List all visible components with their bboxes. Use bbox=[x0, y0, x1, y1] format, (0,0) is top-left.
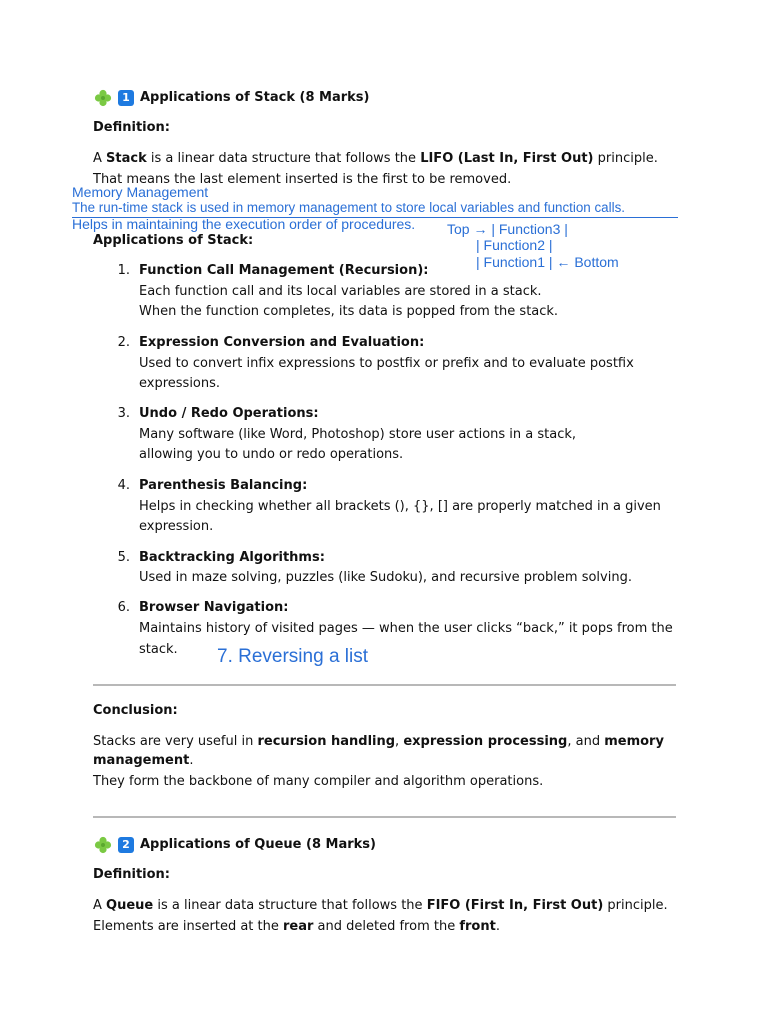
definition-label: Definition: bbox=[93, 120, 171, 135]
queue-definition-line-1: A Queue is a linear data structure that follows the FIFO (First In, First Out) principle. bbox=[93, 898, 668, 913]
handwritten-line-1: The run-time stack is used in memory management to store local variables and function calls. bbox=[72, 200, 625, 215]
queue-definition-line-2: Elements are inserted at the rear and deleted from the front. bbox=[93, 919, 500, 934]
section-title: Applications of Queue (8 Marks) bbox=[140, 837, 376, 852]
stack-diagram-middle: | Function2 | bbox=[476, 237, 553, 253]
divider bbox=[93, 816, 676, 818]
section-title: Applications of Stack (8 Marks) bbox=[140, 90, 370, 105]
number-badge: 2 bbox=[118, 837, 134, 853]
stack-diagram-bottom: | Function1 | ← Bottom bbox=[476, 254, 619, 270]
conclusion-line-2: management. bbox=[93, 753, 194, 768]
number-badge: 1 bbox=[118, 90, 134, 106]
stack-diagram-top: Top → | Function3 | bbox=[447, 221, 568, 237]
definition-line-1: A Stack is a linear data structure that follows the LIFO (Last In, First Out) principle. bbox=[93, 151, 658, 166]
clover-icon bbox=[94, 836, 112, 854]
applications-label: Applications of Stack: bbox=[93, 233, 254, 248]
conclusion-line-1: Stacks are very useful in recursion handling, expression processing, and memory bbox=[93, 734, 664, 749]
clover-icon bbox=[94, 89, 112, 107]
conclusion-line-3: They form the backbone of many compiler and algorithm operations. bbox=[93, 774, 544, 789]
section2-heading bbox=[94, 835, 376, 855]
definition-line-2: That means the last element inserted is the first to be removed. bbox=[93, 172, 512, 187]
definition-label: Definition: bbox=[93, 867, 171, 882]
conclusion-label: Conclusion: bbox=[93, 703, 178, 718]
section1-heading bbox=[94, 88, 369, 108]
handwritten-line-2: Helps in maintaining the execution order of procedures. bbox=[72, 216, 416, 232]
handwritten-extra-item: 7. Reversing a list bbox=[217, 646, 369, 667]
divider bbox=[93, 684, 676, 686]
handwritten-heading: Memory Management bbox=[72, 184, 209, 200]
